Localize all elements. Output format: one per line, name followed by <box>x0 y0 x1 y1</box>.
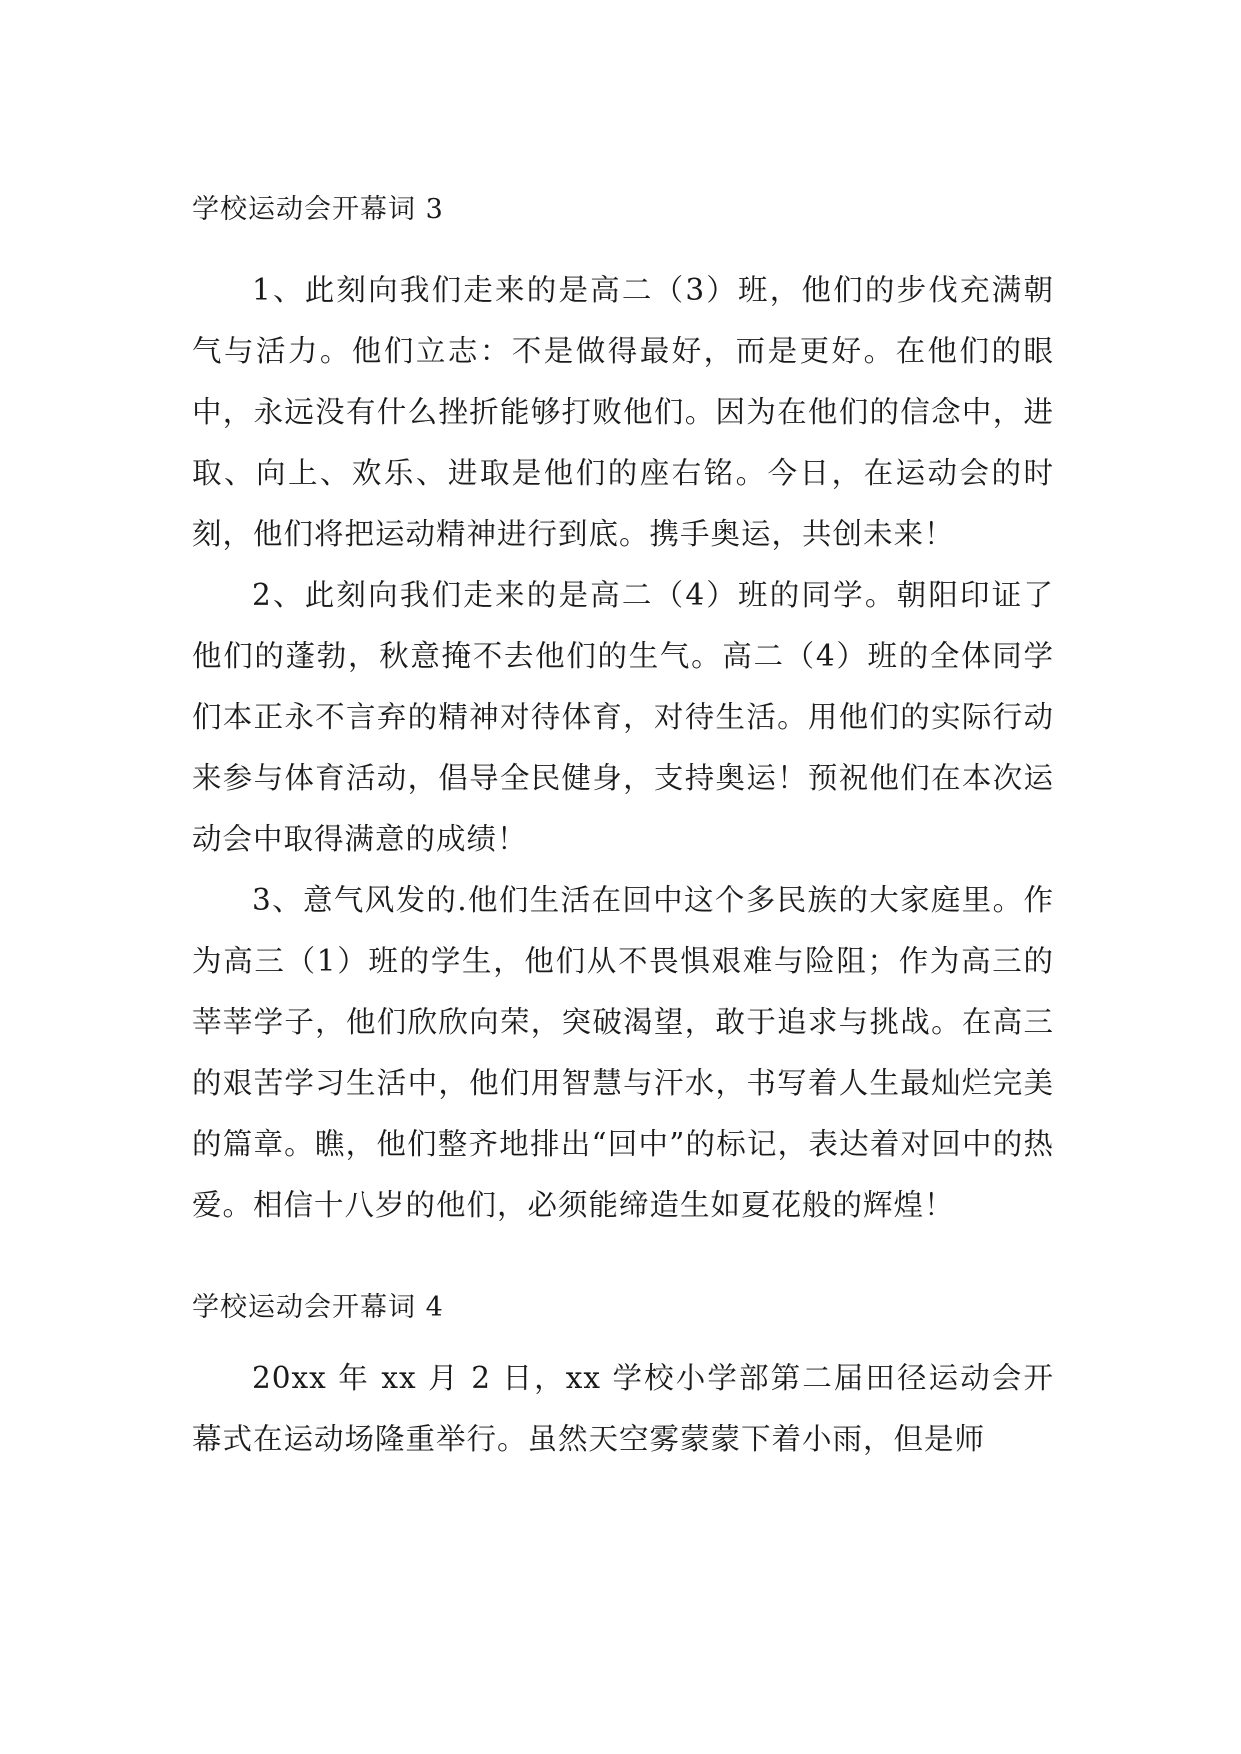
paragraph: 20xx 年 xx 月 2 日，xx 学校小学部第二届田径运动会开幕式在运动场隆重举行。虽然天空雾蒙蒙下着小雨，但是师 <box>192 1361 1054 1456</box>
paragraph: 1、此刻向我们走来的是高二（3）班，他们的步伐充满朝气与活力。他们立志：不是做得最好，而是更好。在他们的眼中，永远没有什么挫折能够打败他们。因为在他们的信念中，进取、向上、欢乐、进取是他们的座右铭。今日，在运动会的时刻，他们将把运动精神进行到底。携手奥运，共创未来！ <box>192 273 1054 551</box>
section-title: 学校运动会开幕词 4 <box>192 1292 444 1323</box>
paragraph: 2、此刻向我们走来的是高二（4）班的同学。朝阳印证了他们的蓬勃，秋意掩不去他们的生气。高二（4）班的全体同学们本正永不言弃的精神对待体育，对待生活。用他们的实际行动来参与体育活动，倡导全民健身，支持奥运！预祝他们在本次运动会中取得满意的成绩！ <box>192 578 1054 856</box>
section-title: 学校运动会开幕词 3 <box>192 194 444 225</box>
section-speech-4 <box>192 1288 1054 1470</box>
document-body <box>192 190 1054 1470</box>
section-speech-3 <box>192 190 1054 1236</box>
paragraph: 3、意气风发的.他们生活在回中这个多民族的大家庭里。作为高三（1）班的学生，他们从不畏惧艰难与险阻；作为高三的莘莘学子，他们欣欣向荣，突破渴望，敢于追求与挑战。在高三的艰苦学习生活中，他们用智慧与汗水，书写着人生最灿烂完美的篇章。瞧，他们整齐地排出“回中”的标记，表达着对回中的热爱。相信十八岁的他们，必须能缔造生如夏花般的辉煌！ <box>192 883 1054 1222</box>
